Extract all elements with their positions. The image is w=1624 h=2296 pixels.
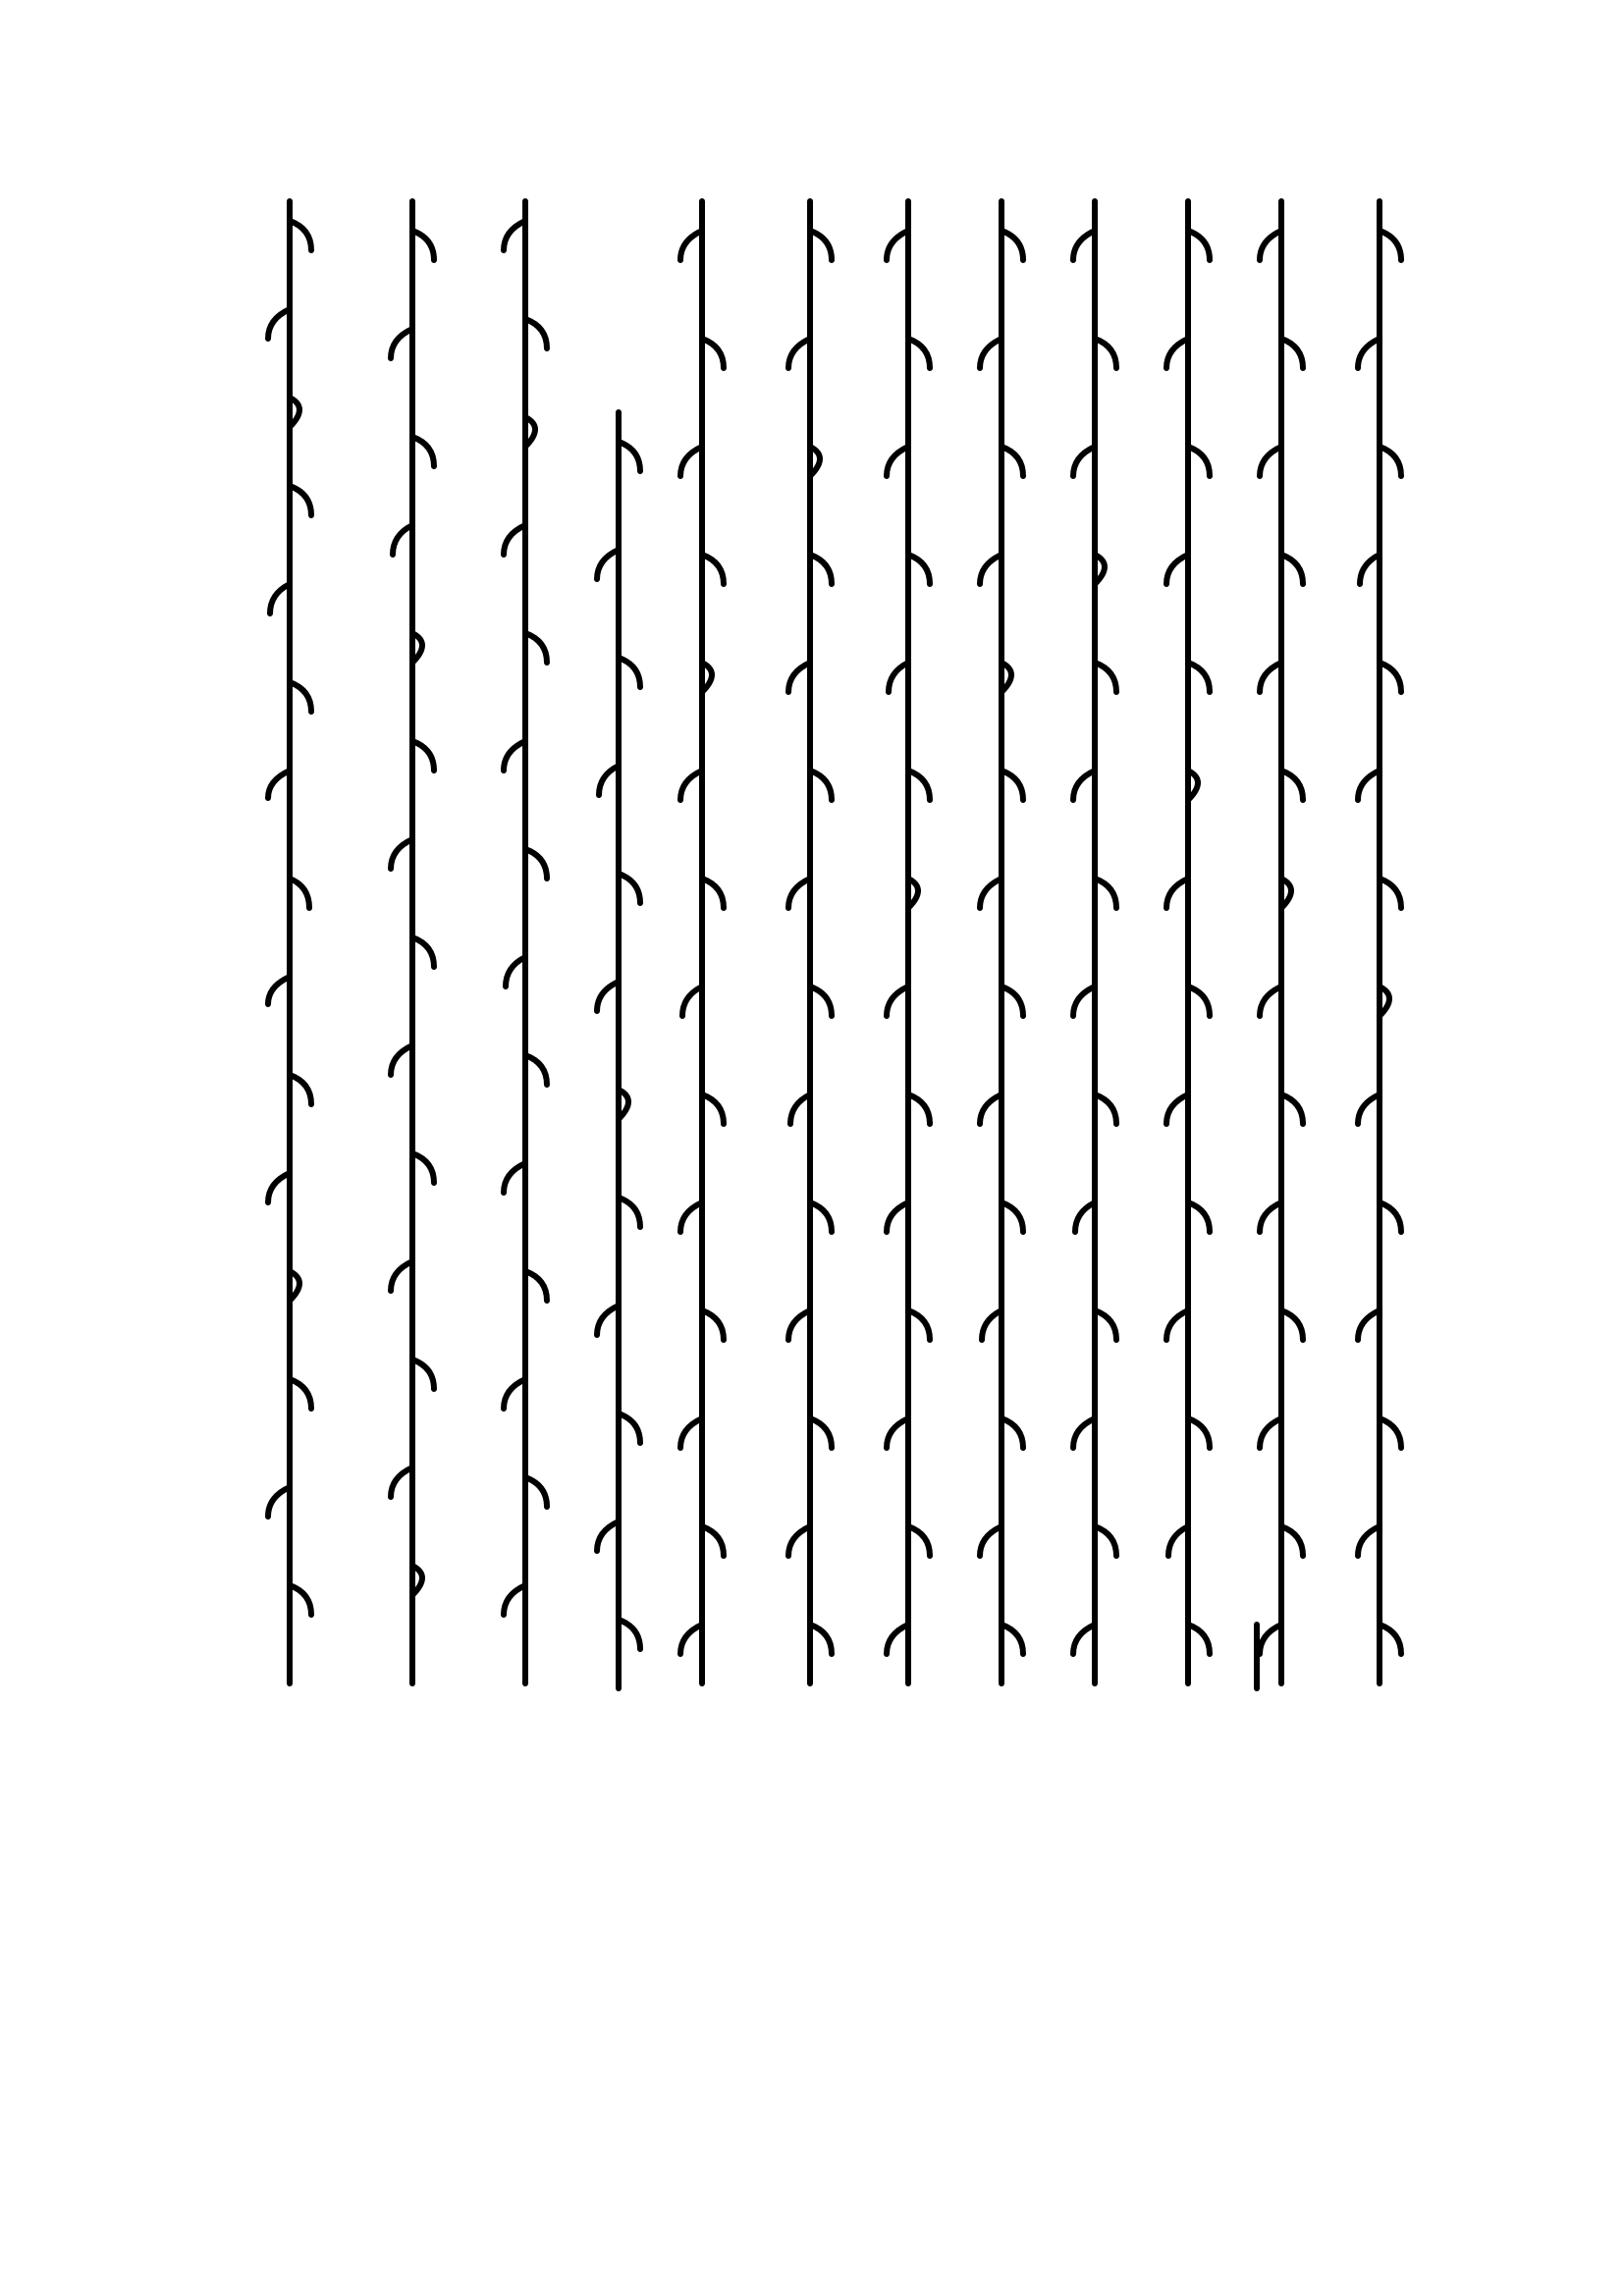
text-column-13 — [1222, 1615, 1291, 1698]
text-column-1-glyphs — [255, 191, 324, 1693]
text-column-5 — [668, 191, 736, 1693]
text-column-8-glyphs — [967, 191, 1036, 1693]
text-column-9-glyphs — [1060, 191, 1129, 1693]
text-column-2-glyphs — [378, 191, 447, 1693]
text-column-3-glyphs — [491, 191, 560, 1693]
text-column-7-glyphs — [874, 191, 943, 1693]
text-column-10-glyphs — [1154, 191, 1222, 1693]
text-column-10 — [1154, 191, 1222, 1693]
text-column-5-glyphs — [668, 191, 736, 1693]
text-column-11-glyphs — [1247, 191, 1316, 1693]
text-column-12-glyphs — [1345, 191, 1414, 1693]
text-column-8 — [967, 191, 1036, 1693]
text-column-6 — [776, 191, 844, 1693]
text-column-12 — [1345, 191, 1414, 1693]
text-column-2 — [378, 191, 447, 1693]
text-column-6-glyphs — [776, 191, 844, 1693]
text-column-11 — [1247, 191, 1316, 1693]
text-column-1 — [255, 191, 324, 1693]
text-column-4-glyphs — [584, 402, 653, 1698]
text-column-7 — [874, 191, 943, 1693]
text-column-3 — [491, 191, 560, 1693]
text-column-13-glyphs — [1222, 1615, 1291, 1698]
text-column-9 — [1060, 191, 1129, 1693]
text-column-4 — [584, 402, 653, 1698]
